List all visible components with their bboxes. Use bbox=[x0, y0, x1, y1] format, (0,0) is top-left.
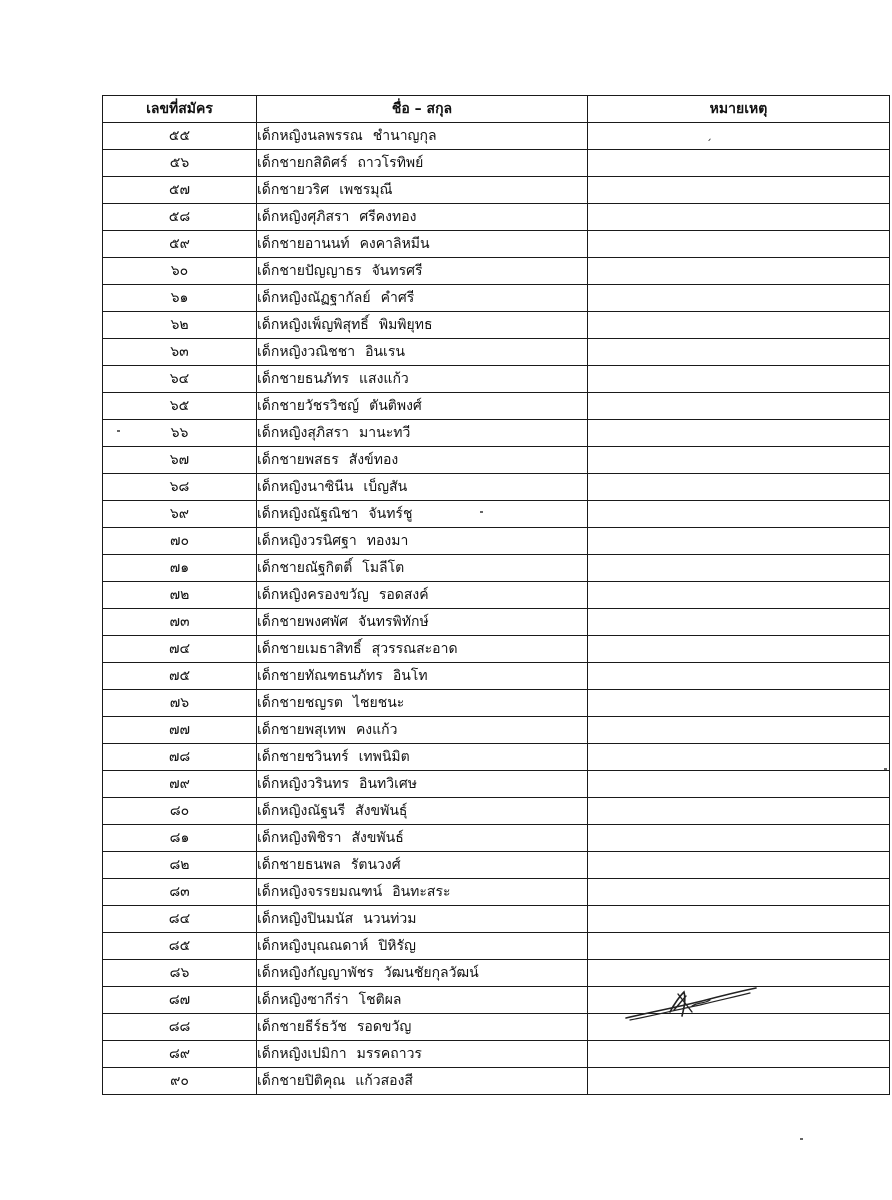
applicant-last-name: สังขพันธุ์ bbox=[355, 803, 408, 819]
applicant-remark bbox=[588, 474, 890, 501]
applicant-number: ๖๒ bbox=[103, 312, 257, 339]
applicant-number: ๕๘ bbox=[103, 204, 257, 231]
applicant-name-cell bbox=[257, 555, 588, 582]
table-row bbox=[103, 771, 890, 798]
applicant-name-cell bbox=[257, 663, 588, 690]
applicant-last-name: พิมพิยุทธ bbox=[378, 317, 433, 333]
applicant-first-name: เด็กชายธนพล bbox=[257, 857, 341, 873]
table-row bbox=[103, 744, 890, 771]
table-row bbox=[103, 123, 890, 150]
table-row bbox=[103, 906, 890, 933]
applicant-name-cell bbox=[257, 744, 588, 771]
applicant-remark bbox=[588, 123, 890, 150]
applicant-first-name: เด็กชายปิติคุณ bbox=[257, 1073, 346, 1089]
header-number: เลขที่สมัคร bbox=[103, 96, 257, 123]
applicant-last-name: สังข์ทอง bbox=[348, 452, 399, 468]
applicant-number: ๖๑ bbox=[103, 285, 257, 312]
applicant-first-name: เด็กชายเมธาสิทธิ์ bbox=[257, 641, 362, 657]
table-row bbox=[103, 150, 890, 177]
applicant-first-name: เด็กหญิงนลพรรณ bbox=[257, 128, 363, 144]
applicant-name-cell bbox=[257, 366, 588, 393]
applicant-first-name: เด็กหญิงครองขวัญ bbox=[257, 587, 369, 603]
applicant-remark bbox=[588, 258, 890, 285]
applicant-last-name: รอดสงค์ bbox=[378, 587, 429, 603]
applicant-first-name: เด็กหญิงณัฐนรี bbox=[257, 803, 346, 819]
applicant-number: ๖๘ bbox=[103, 474, 257, 501]
table-row bbox=[103, 582, 890, 609]
applicant-last-name: ชำนาญกุล bbox=[372, 128, 437, 144]
table-row bbox=[103, 636, 890, 663]
applicant-last-name: อินโท bbox=[392, 668, 428, 684]
applicant-last-name: แสงแก้ว bbox=[359, 371, 409, 387]
applicant-name-cell bbox=[257, 582, 588, 609]
applicant-name-cell bbox=[257, 393, 588, 420]
applicant-number: ๗๙ bbox=[103, 771, 257, 798]
applicant-name-cell bbox=[257, 123, 588, 150]
applicant-first-name: เด็กชายชวินทร์ bbox=[257, 749, 349, 765]
table-row bbox=[103, 420, 890, 447]
applicant-remark bbox=[588, 501, 890, 528]
applicant-number: ๗๕ bbox=[103, 663, 257, 690]
applicant-name-cell bbox=[257, 933, 588, 960]
applicant-first-name: เด็กชายวริศ bbox=[257, 182, 330, 198]
applicant-number: ๘๙ bbox=[103, 1041, 257, 1068]
applicant-remark bbox=[588, 528, 890, 555]
table-row bbox=[103, 204, 890, 231]
applicant-remark bbox=[588, 285, 890, 312]
applicant-name-cell bbox=[257, 420, 588, 447]
applicant-first-name: เด็กหญิงจรรยมณฑน์ bbox=[257, 884, 383, 900]
applicant-last-name: อินทวิเศษ bbox=[359, 776, 418, 792]
header-name: ชื่อ – สกุล bbox=[257, 96, 588, 123]
applicant-last-name: คงแก้ว bbox=[355, 722, 398, 738]
applicant-first-name: เด็กหญิงเพ็ญพิสุทธิ์ bbox=[257, 317, 369, 333]
applicant-remark bbox=[588, 663, 890, 690]
applicant-last-name: ตันติพงศ์ bbox=[369, 398, 422, 414]
applicant-first-name: เด็กหญิงซากีร่า bbox=[257, 992, 349, 1008]
applicant-name-cell bbox=[257, 609, 588, 636]
applicant-remark bbox=[588, 771, 890, 798]
table-row bbox=[103, 987, 890, 1014]
applicant-last-name: ศรีคงทอง bbox=[359, 209, 417, 225]
table-row bbox=[103, 231, 890, 258]
table-row bbox=[103, 960, 890, 987]
table-row bbox=[103, 798, 890, 825]
applicant-first-name: เด็กหญิงวรนิศฐา bbox=[257, 533, 357, 549]
applicant-first-name: เด็กชายกสิดิศร์ bbox=[257, 155, 348, 171]
applicant-remark bbox=[588, 609, 890, 636]
applicant-first-name: เด็กชายพสธร bbox=[257, 452, 339, 468]
applicant-remark bbox=[588, 420, 890, 447]
applicant-name-cell bbox=[257, 636, 588, 663]
applicant-number: ๗๓ bbox=[103, 609, 257, 636]
applicant-last-name: เพชรมุณี bbox=[339, 182, 393, 198]
applicant-name-cell bbox=[257, 690, 588, 717]
applicant-first-name: เด็กชายพสุเทพ bbox=[257, 722, 346, 738]
applicant-number: ๘๗ bbox=[103, 987, 257, 1014]
applicant-name-cell bbox=[257, 204, 588, 231]
applicant-last-name: จันทรพิทักษ์ bbox=[358, 614, 429, 630]
applicant-remark bbox=[588, 933, 890, 960]
applicant-table bbox=[102, 95, 890, 1095]
applicant-number: ๙๐ bbox=[103, 1068, 257, 1095]
applicant-remark bbox=[588, 690, 890, 717]
table-row bbox=[103, 393, 890, 420]
applicant-name-cell bbox=[257, 339, 588, 366]
applicant-number: ๗๔ bbox=[103, 636, 257, 663]
applicant-number: ๗๐ bbox=[103, 528, 257, 555]
applicant-last-name: ทองมา bbox=[366, 533, 409, 549]
applicant-first-name: เด็กชายทัณฑธนภัทร bbox=[257, 668, 383, 684]
applicant-remark bbox=[588, 1041, 890, 1068]
applicant-number: ๖๓ bbox=[103, 339, 257, 366]
applicant-last-name: อินทะสระ bbox=[392, 884, 451, 900]
applicant-first-name: เด็กชายณัฐกิตติ์ bbox=[257, 560, 353, 576]
applicant-last-name: สังขพันธ์ bbox=[351, 830, 404, 846]
applicant-remark bbox=[588, 366, 890, 393]
applicant-first-name: เด็กหญิงพิชิรา bbox=[257, 830, 342, 846]
applicant-remark bbox=[588, 825, 890, 852]
scan-speck bbox=[800, 1138, 803, 1140]
applicant-last-name: นวนท่วม bbox=[363, 911, 417, 927]
table-row bbox=[103, 879, 890, 906]
applicant-remark bbox=[588, 717, 890, 744]
header-remark: หมายเหตุ bbox=[588, 96, 890, 123]
applicant-last-name: รอดขวัญ bbox=[356, 1019, 412, 1035]
applicant-last-name: มานะทวี bbox=[359, 425, 411, 441]
applicant-first-name: เด็กชายชญรต bbox=[257, 695, 343, 711]
applicant-remark bbox=[588, 447, 890, 474]
applicant-last-name: คำศรี bbox=[380, 290, 415, 306]
applicant-remark bbox=[588, 744, 890, 771]
applicant-number: ๗๗ bbox=[103, 717, 257, 744]
applicant-first-name: เด็กชายวัชรวิชญ์ bbox=[257, 398, 360, 414]
applicant-name-cell bbox=[257, 798, 588, 825]
table-row bbox=[103, 825, 890, 852]
applicant-name-cell bbox=[257, 717, 588, 744]
applicant-name-cell bbox=[257, 258, 588, 285]
applicant-first-name: เด็กหญิงณัฏฐากัลย์ bbox=[257, 290, 371, 306]
applicant-first-name: เด็กหญิงวณิชชา bbox=[257, 344, 356, 360]
applicant-name-cell bbox=[257, 1041, 588, 1068]
applicant-last-name: ไชยชนะ bbox=[352, 695, 405, 711]
applicant-first-name: เด็กชายอานนท์ bbox=[257, 236, 350, 252]
applicant-name-cell bbox=[257, 879, 588, 906]
table-row bbox=[103, 1041, 890, 1068]
applicant-first-name: เด็กหญิงกัญญาพัชร bbox=[257, 965, 374, 981]
applicant-number: ๖๗ bbox=[103, 447, 257, 474]
applicant-number: ๗๘ bbox=[103, 744, 257, 771]
table-row bbox=[103, 1014, 890, 1041]
applicant-first-name: เด็กหญิงบุณณดาห์ bbox=[257, 938, 369, 954]
applicant-last-name: รัตนวงศ์ bbox=[350, 857, 401, 873]
applicant-last-name: เบ็ญสัน bbox=[363, 479, 408, 495]
applicant-number: ๖๙ bbox=[103, 501, 257, 528]
applicant-name-cell bbox=[257, 150, 588, 177]
applicant-name-cell bbox=[257, 852, 588, 879]
applicant-first-name: เด็กหญิงปินมนัส bbox=[257, 911, 354, 927]
table-row bbox=[103, 366, 890, 393]
table-row bbox=[103, 474, 890, 501]
applicant-number: ๘๑ bbox=[103, 825, 257, 852]
table-row bbox=[103, 501, 890, 528]
applicant-number: ๖๔ bbox=[103, 366, 257, 393]
table-header-row bbox=[103, 96, 890, 123]
applicant-last-name: จันทร์ชู bbox=[368, 506, 413, 522]
applicant-name-cell bbox=[257, 1014, 588, 1041]
applicant-remark bbox=[588, 636, 890, 663]
table-row bbox=[103, 285, 890, 312]
scan-speck bbox=[117, 430, 120, 432]
applicant-last-name: เทพนิมิต bbox=[358, 749, 410, 765]
applicant-first-name: เด็กชายธีร์ธวัช bbox=[257, 1019, 347, 1035]
scan-speck bbox=[480, 511, 483, 513]
applicant-name-cell bbox=[257, 528, 588, 555]
applicant-number: ๖๕ bbox=[103, 393, 257, 420]
applicant-number: ๘๖ bbox=[103, 960, 257, 987]
applicant-first-name: เด็กชายธนภัทร bbox=[257, 371, 350, 387]
applicant-name-cell bbox=[257, 312, 588, 339]
applicant-name-cell bbox=[257, 447, 588, 474]
applicant-first-name: เด็กหญิงนาซินีน bbox=[257, 479, 354, 495]
applicant-number: ๘๔ bbox=[103, 906, 257, 933]
applicant-number: ๘๘ bbox=[103, 1014, 257, 1041]
applicant-number: ๗๖ bbox=[103, 690, 257, 717]
applicant-remark bbox=[588, 906, 890, 933]
applicant-name-cell bbox=[257, 960, 588, 987]
applicant-first-name: เด็กชายปัญญาธร bbox=[257, 263, 362, 279]
handwritten-signature bbox=[622, 982, 762, 1026]
applicant-number: ๕๖ bbox=[103, 150, 257, 177]
table-row bbox=[103, 555, 890, 582]
applicant-first-name: เด็กหญิงเปมิกา bbox=[257, 1046, 347, 1062]
table-row bbox=[103, 312, 890, 339]
applicant-remark bbox=[588, 177, 890, 204]
applicant-remark bbox=[588, 393, 890, 420]
table-row bbox=[103, 528, 890, 555]
table-row bbox=[103, 339, 890, 366]
table-row bbox=[103, 1068, 890, 1095]
applicant-name-cell bbox=[257, 474, 588, 501]
applicant-number: ๕๗ bbox=[103, 177, 257, 204]
applicant-last-name: จันทรศรี bbox=[371, 263, 423, 279]
applicant-number: ๘๕ bbox=[103, 933, 257, 960]
applicant-first-name: เด็กชายพงศพัศ bbox=[257, 614, 348, 630]
applicant-number: ๗๑ bbox=[103, 555, 257, 582]
applicant-remark bbox=[588, 1068, 890, 1095]
applicant-last-name: ปิหิรัญ bbox=[378, 938, 416, 954]
applicant-last-name: คงคาลิหมีน bbox=[359, 236, 430, 252]
applicant-name-cell bbox=[257, 906, 588, 933]
table-body bbox=[103, 123, 890, 1095]
applicant-remark bbox=[588, 231, 890, 258]
applicant-remark bbox=[588, 582, 890, 609]
applicant-number: ๕๕ bbox=[103, 123, 257, 150]
applicant-last-name: โมลีโต bbox=[362, 560, 405, 576]
table-row bbox=[103, 933, 890, 960]
table-row bbox=[103, 852, 890, 879]
applicant-name-cell bbox=[257, 1068, 588, 1095]
applicant-name-cell bbox=[257, 285, 588, 312]
applicant-number: ๖๖ bbox=[103, 420, 257, 447]
applicant-last-name: สุวรรณสะอาด bbox=[371, 641, 458, 657]
applicant-remark bbox=[588, 879, 890, 906]
applicant-remark bbox=[588, 852, 890, 879]
applicant-remark bbox=[588, 339, 890, 366]
pen-mark: ˏ bbox=[706, 127, 712, 141]
applicant-number: ๗๒ bbox=[103, 582, 257, 609]
applicant-number: ๘๐ bbox=[103, 798, 257, 825]
scan-speck bbox=[884, 768, 887, 770]
applicant-first-name: เด็กหญิงสุภิสรา bbox=[257, 425, 350, 441]
table-row bbox=[103, 447, 890, 474]
applicant-first-name: เด็กหญิงศุภิสรา bbox=[257, 209, 350, 225]
applicant-last-name: โชติผล bbox=[358, 992, 402, 1008]
applicant-last-name: อินเรน bbox=[365, 344, 405, 360]
table-row bbox=[103, 663, 890, 690]
applicant-last-name: วัฒนชัยกุลวัฒน์ bbox=[383, 965, 479, 981]
table-row bbox=[103, 609, 890, 636]
applicant-number: ๕๙ bbox=[103, 231, 257, 258]
applicant-last-name: แก้วสองสี bbox=[355, 1073, 413, 1089]
table-row bbox=[103, 717, 890, 744]
table-row bbox=[103, 690, 890, 717]
applicant-remark bbox=[588, 150, 890, 177]
applicant-number: ๘๓ bbox=[103, 879, 257, 906]
applicant-name-cell bbox=[257, 825, 588, 852]
applicant-number: ๖๐ bbox=[103, 258, 257, 285]
applicant-name-cell bbox=[257, 231, 588, 258]
applicant-name-cell bbox=[257, 771, 588, 798]
applicant-remark bbox=[588, 798, 890, 825]
applicant-last-name: มรรคถาวร bbox=[356, 1046, 422, 1062]
applicant-first-name: เด็กหญิงวรินทร bbox=[257, 776, 350, 792]
applicant-first-name: เด็กหญิงณัฐณิชา bbox=[257, 506, 359, 522]
applicant-last-name: ถาวโรทิพย์ bbox=[357, 155, 424, 171]
applicant-remark bbox=[588, 312, 890, 339]
applicant-name-cell bbox=[257, 501, 588, 528]
applicant-remark bbox=[588, 555, 890, 582]
applicant-name-cell bbox=[257, 987, 588, 1014]
applicant-remark bbox=[588, 204, 890, 231]
applicant-name-cell bbox=[257, 177, 588, 204]
applicant-number: ๘๒ bbox=[103, 852, 257, 879]
table-row bbox=[103, 177, 890, 204]
table-row bbox=[103, 258, 890, 285]
